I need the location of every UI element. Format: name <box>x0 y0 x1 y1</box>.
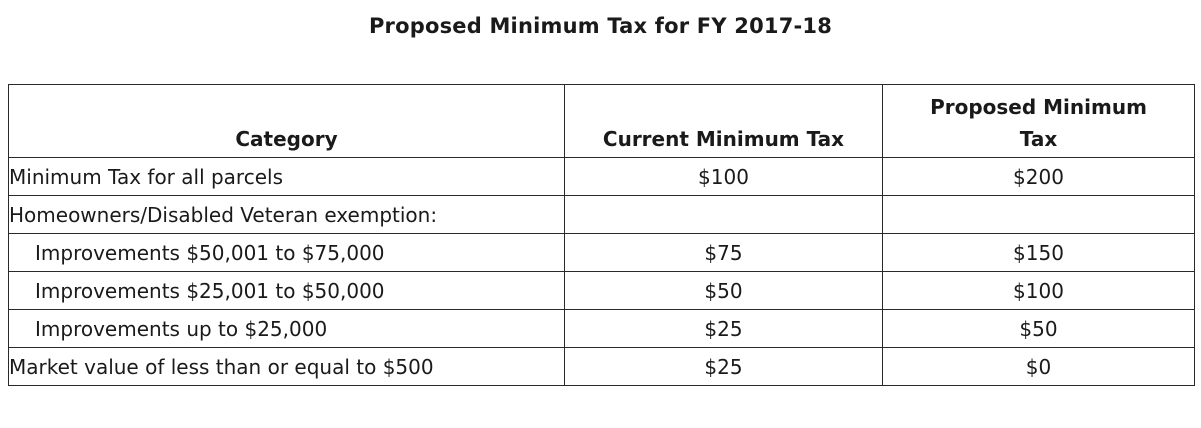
header-current-minimum-tax: Current Minimum Tax <box>565 85 883 158</box>
table-row <box>9 196 1195 234</box>
row-category: Homeowners/Disabled Veteran exemption: <box>9 196 565 234</box>
table-row <box>9 310 1195 348</box>
header-proposed-minimum-tax <box>883 85 1195 158</box>
table-row <box>9 348 1195 386</box>
row-current-tax: $50 <box>565 272 883 310</box>
row-category: Improvements $25,001 to $50,000 <box>9 272 565 310</box>
row-proposed-tax: $200 <box>883 158 1195 196</box>
row-category: Improvements $50,001 to $75,000 <box>9 234 565 272</box>
page-title: Proposed Minimum Tax for FY 2017-18 <box>368 14 833 38</box>
row-current-tax: $100 <box>565 158 883 196</box>
minimum-tax-table <box>8 84 1195 386</box>
row-current-tax: $75 <box>565 234 883 272</box>
row-proposed-tax: $50 <box>883 310 1195 348</box>
row-category: Minimum Tax for all parcels <box>9 158 565 196</box>
header-proposed-label: Proposed Minimum Tax <box>930 95 1147 151</box>
row-proposed-tax: $100 <box>883 272 1195 310</box>
row-proposed-tax <box>883 196 1195 234</box>
table-row <box>9 158 1195 196</box>
row-current-tax: $25 <box>565 310 883 348</box>
row-proposed-tax: $150 <box>883 234 1195 272</box>
row-category: Market value of less than or equal to $500 <box>9 348 565 386</box>
row-category: Improvements up to $25,000 <box>9 310 565 348</box>
table-header-row <box>9 85 1195 158</box>
row-current-tax <box>565 196 883 234</box>
table-row <box>9 234 1195 272</box>
header-category: Category <box>9 85 565 158</box>
row-current-tax: $25 <box>565 348 883 386</box>
table-row <box>9 272 1195 310</box>
row-proposed-tax: $0 <box>883 348 1195 386</box>
